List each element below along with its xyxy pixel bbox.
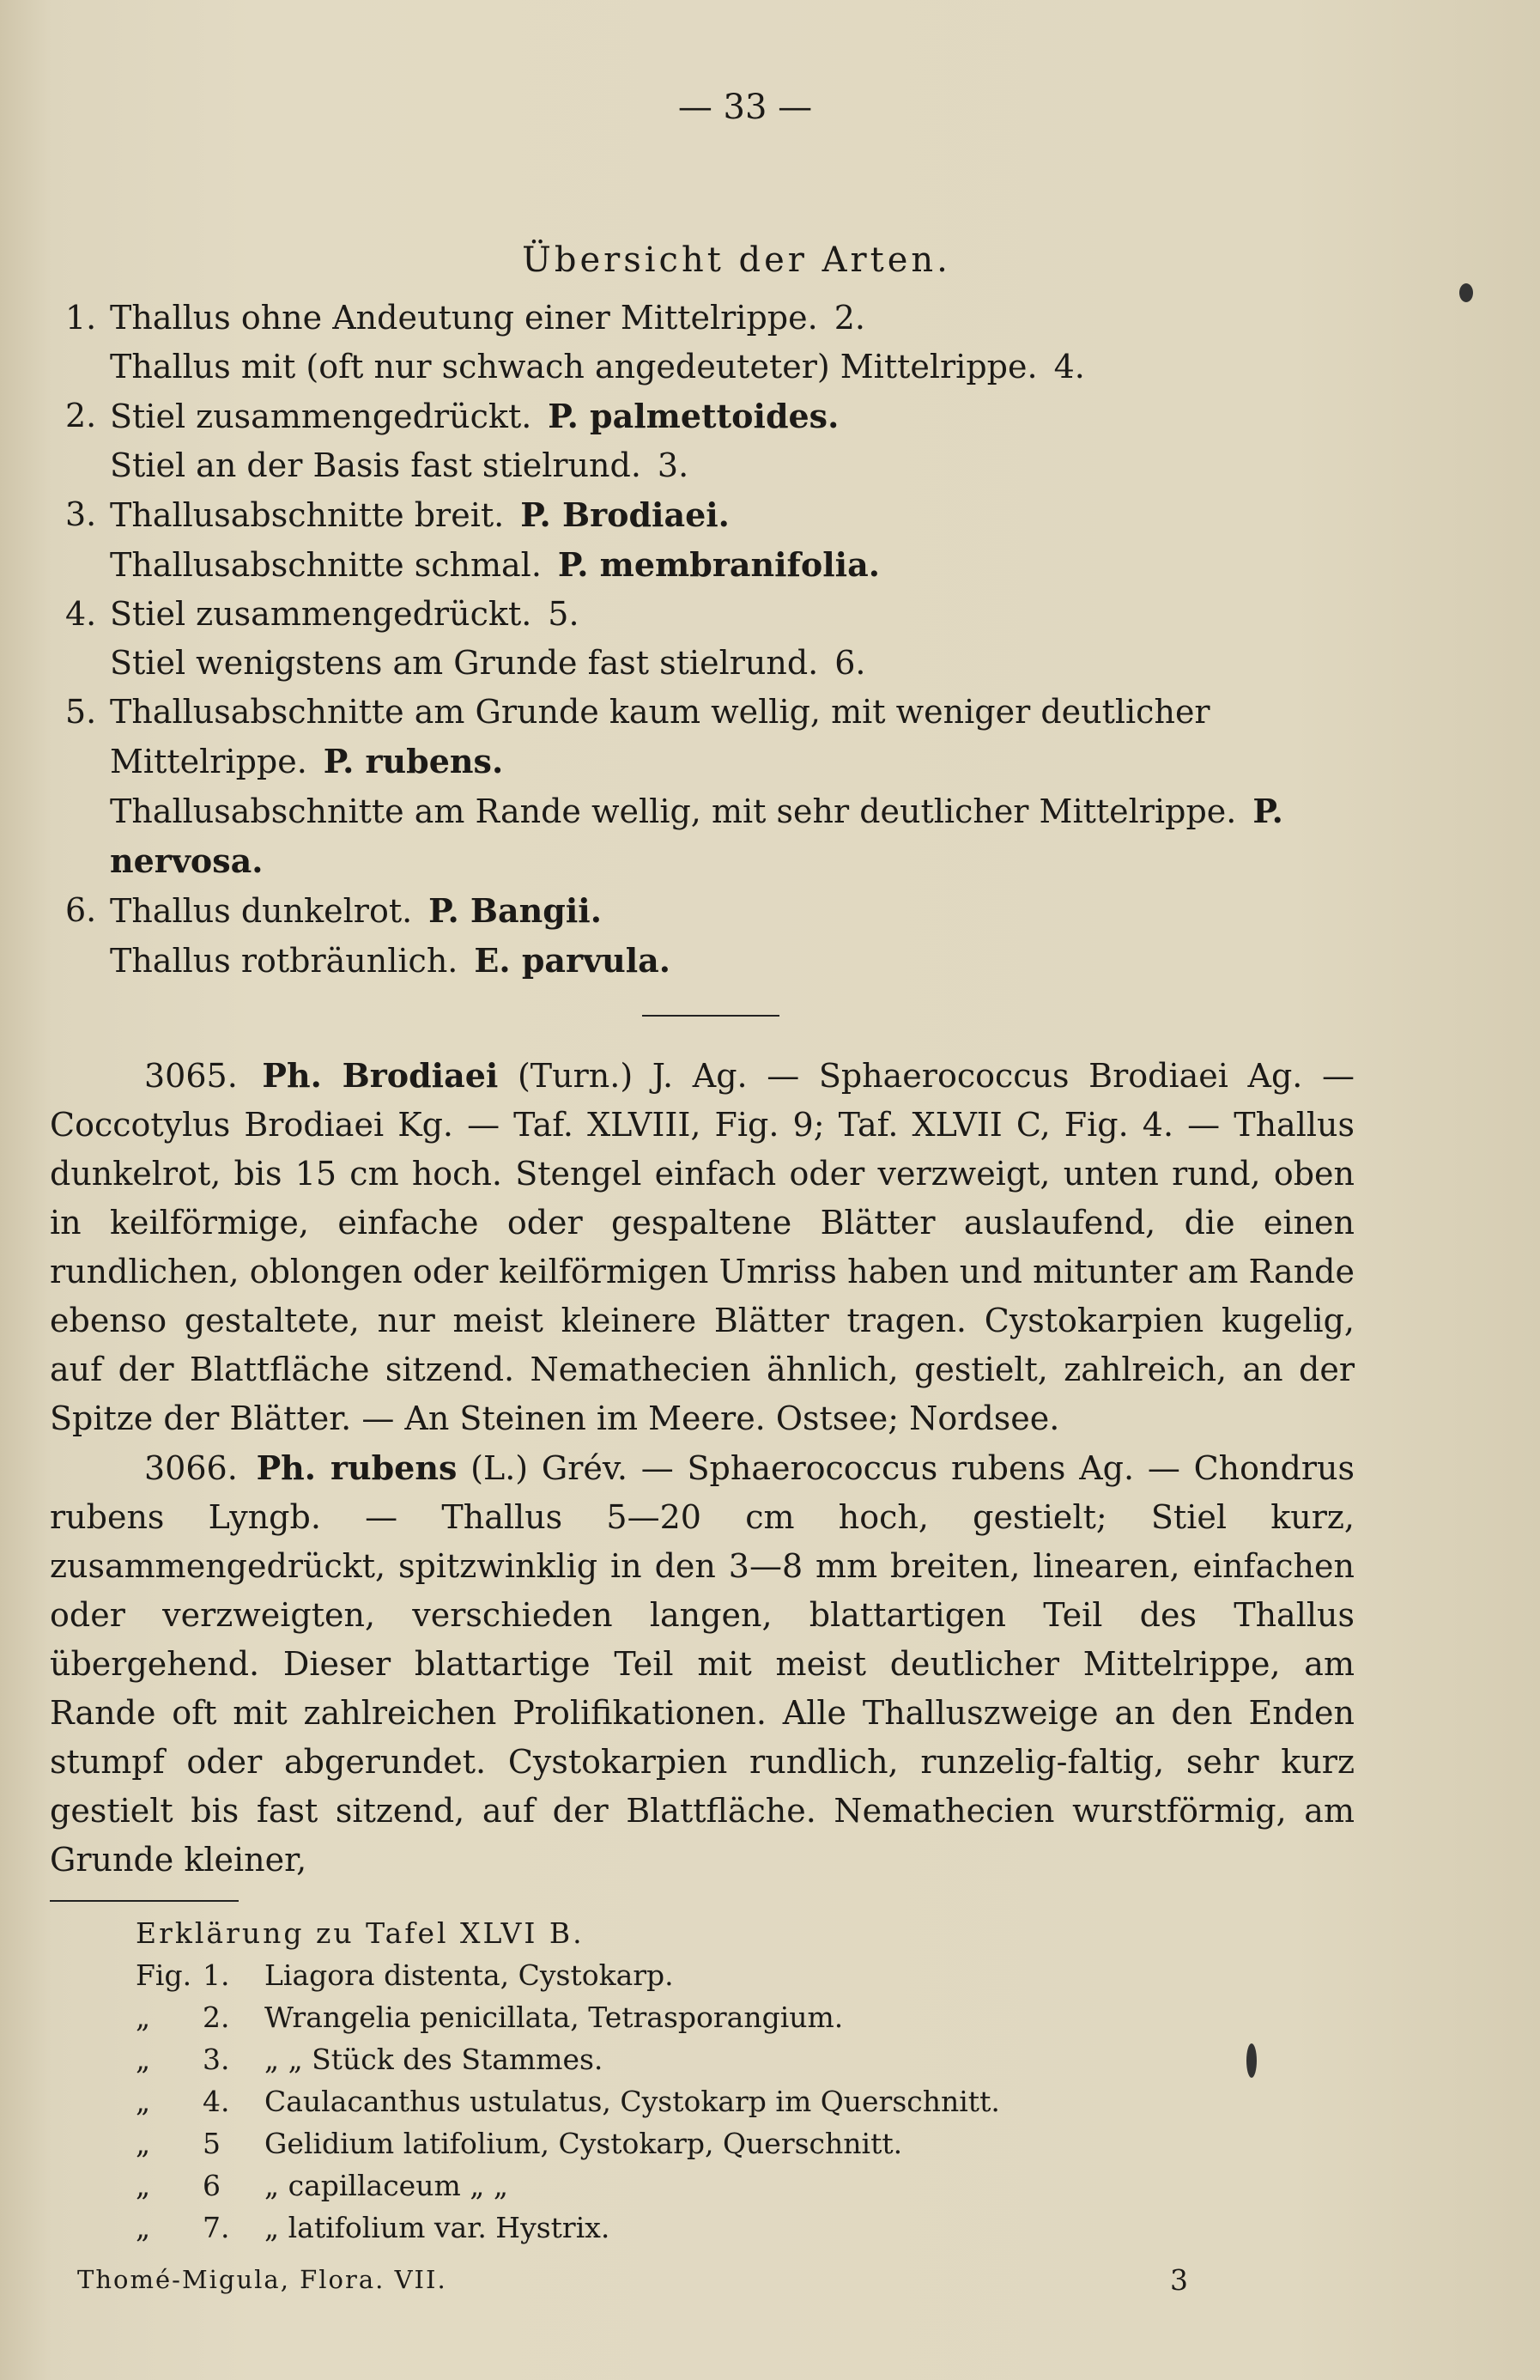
legend-text: „ latifolium var. Hystrix. xyxy=(264,2211,610,2244)
key-row xyxy=(50,540,1355,590)
legend-label: „ xyxy=(136,2043,151,2076)
key-number: 5. xyxy=(65,693,97,731)
legend-label: „ xyxy=(136,2211,151,2244)
key-row xyxy=(50,688,1355,786)
key-species-name: P. nervosa. xyxy=(110,792,1283,880)
key-species-name: P. rubens. xyxy=(323,742,504,780)
entry-description: (Turn.) J. Ag. — Sphaerococcus Brodiaei Ag. — Coccotylus Brodiaei Kg. — Taf. XLVIII, Fig. 9; Taf. XLVII C, Fig. 4. — Thallus dunkelrot, bis 15 cm hoch. Stengel einfach oder verzweigt, unten rund, oben in keilförmige, einfache oder gespaltene Blätter auslaufend, die einen rundlichen, oblongen oder keilförmigen Umriss haben und mitunter am Rande ebenso gestaltete, nur meist kleinere Blätter tragen. Cystokarpien kugelig, auf der Blattfläche sitzend. Nemathecien ähnlich, gestielt, zahlreich, an der Spitze der Blätter. — An Steinen im Meere. Ostsee; Nordsee. xyxy=(50,1057,1355,1437)
legend-text: „ capillaceum „ „ xyxy=(264,2169,508,2202)
legend-figure-number: 4. xyxy=(203,2085,230,2118)
legend-row xyxy=(50,2122,1355,2164)
legend-text: Wrangelia penicillata, Tetrasporangium. xyxy=(264,2001,844,2034)
key-row xyxy=(50,441,1355,490)
key-number: 3. xyxy=(65,495,97,533)
key-row xyxy=(50,886,1355,936)
key-reference: 3. xyxy=(657,446,689,484)
key-text: Thallus dunkelrot. xyxy=(110,892,413,930)
key-reference: 6. xyxy=(834,644,866,682)
legend-text: Liagora distenta, Cystokarp. xyxy=(264,1958,674,1992)
key-reference: 2. xyxy=(834,299,865,337)
key-reference: 5. xyxy=(548,595,579,633)
identification-key xyxy=(50,294,1355,986)
legend-figure-number: 6 xyxy=(203,2169,221,2202)
key-number: 4. xyxy=(65,595,97,633)
separator-rule xyxy=(642,1015,779,1017)
legend-row xyxy=(50,1954,1355,1996)
key-row xyxy=(50,343,1355,392)
legend-figure-number: 1. xyxy=(203,1958,230,1992)
key-text: Thallus ohne Andeutung einer Mittelrippe. xyxy=(110,299,818,337)
entry-number: 3066. xyxy=(144,1449,238,1487)
legend-figure-number: 2. xyxy=(203,2001,230,2034)
key-row xyxy=(50,294,1355,343)
page-content xyxy=(50,82,1355,2307)
legend-row xyxy=(50,2080,1355,2122)
legend-label: „ xyxy=(136,2169,151,2202)
ink-smudge xyxy=(1459,283,1473,302)
footnote-rule xyxy=(50,1900,239,1902)
key-species-name: P. membranifolia. xyxy=(557,545,880,584)
key-row xyxy=(50,392,1355,441)
key-row xyxy=(50,639,1355,688)
key-text: Stiel wenigstens am Grunde fast stielrund. xyxy=(110,644,819,682)
page-footer xyxy=(50,2256,1355,2307)
key-text: Thallus mit (oft nur schwach angedeuteter) Mittelrippe. xyxy=(110,348,1038,386)
species-entries xyxy=(50,1051,1355,1885)
plate-legend xyxy=(50,1912,1355,2249)
key-text: Thallusabschnitte am Rande wellig, mit sehr deutlicher Mittelrippe. xyxy=(110,792,1237,830)
legend-label: „ xyxy=(136,2001,151,2034)
legend-row xyxy=(50,1996,1355,2038)
legend-label: „ xyxy=(136,2085,151,2118)
entry-description: (L.) Grév. — Sphaerococcus rubens Ag. — Chondrus rubens Lyngb. — Thallus 5—20 cm hoch, gestielt; Stiel kurz, zusammengedrückt, spitzwinklig in den 3—8 mm breiten, linearen, einfachen oder verzweigten, verschieden langen, blattartigen Teil des Thallus übergehend. Dieser blattartige Teil mit meist deutlicher Mittelrippe, am Rande oft mit zahlreichen Prolifikationen. Alle Thalluszweige an den Enden stumpf oder abgerundet. Cystokarpien rundlich, runzelig-faltig, sehr kurz gestielt bis fast sitzend, auf der Blattfläche. Nemathecien wurstförmig, am Grunde kleiner, xyxy=(50,1449,1355,1879)
section-heading: Übersicht der Arten. xyxy=(522,240,951,280)
legend-text: Caulacanthus ustulatus, Cystokarp im Querschnitt. xyxy=(264,2085,1000,2118)
key-row xyxy=(50,490,1355,540)
key-species-name: P. Bangii. xyxy=(428,891,602,930)
key-text: Stiel zusammengedrückt. xyxy=(110,398,532,435)
page-number: — 33 — xyxy=(677,88,813,127)
key-reference: 4. xyxy=(1053,348,1085,386)
legend-label: Fig. xyxy=(136,1958,192,1992)
plate-legend-title: Erklärung zu Tafel XLVI B. xyxy=(136,1916,585,1950)
key-text: Thallusabschnitte schmal. xyxy=(110,546,542,584)
key-species-name: P. Brodiaei. xyxy=(520,495,730,534)
entry-number: 3065. xyxy=(144,1057,238,1095)
footer-title: Thomé-Migula, Flora. VII. xyxy=(77,2265,447,2294)
legend-figure-number: 5 xyxy=(203,2127,221,2160)
key-number: 2. xyxy=(65,397,97,434)
entry-species-name: Ph. rubens xyxy=(256,1448,458,1487)
legend-figure-number: 3. xyxy=(203,2043,230,2076)
key-number: 1. xyxy=(65,299,97,337)
legend-figure-number: 7. xyxy=(203,2211,230,2244)
key-number: 6. xyxy=(65,891,97,929)
legend-row xyxy=(50,2207,1355,2249)
legend-label: „ xyxy=(136,2127,151,2160)
legend-row xyxy=(50,2164,1355,2207)
key-row xyxy=(50,590,1355,639)
key-text: Stiel an der Basis fast stielrund. xyxy=(110,446,641,484)
key-text: Stiel zusammengedrückt. xyxy=(110,595,532,633)
species-entry xyxy=(50,1051,1355,1443)
key-species-name: E. parvula. xyxy=(474,941,671,980)
key-text: Thallusabschnitte breit. xyxy=(110,496,505,534)
entry-species-name: Ph. Brodiaei xyxy=(262,1056,499,1095)
key-row xyxy=(50,936,1355,986)
key-species-name: P. palmettoides. xyxy=(548,397,840,435)
key-text: Thallusabschnitte am Grunde kaum wellig, mit weniger deutlicher Mittelrippe. xyxy=(110,693,1210,780)
legend-row xyxy=(50,2038,1355,2080)
species-entry xyxy=(50,1443,1355,1885)
key-text: Thallus rotbräunlich. xyxy=(110,942,458,980)
legend-text: „ „ Stück des Stammes. xyxy=(264,2043,603,2076)
signature-mark: 3 xyxy=(1170,2263,1188,2297)
legend-text: Gelidium latifolium, Cystokarp, Querschnitt. xyxy=(264,2127,903,2160)
key-row xyxy=(50,786,1355,886)
